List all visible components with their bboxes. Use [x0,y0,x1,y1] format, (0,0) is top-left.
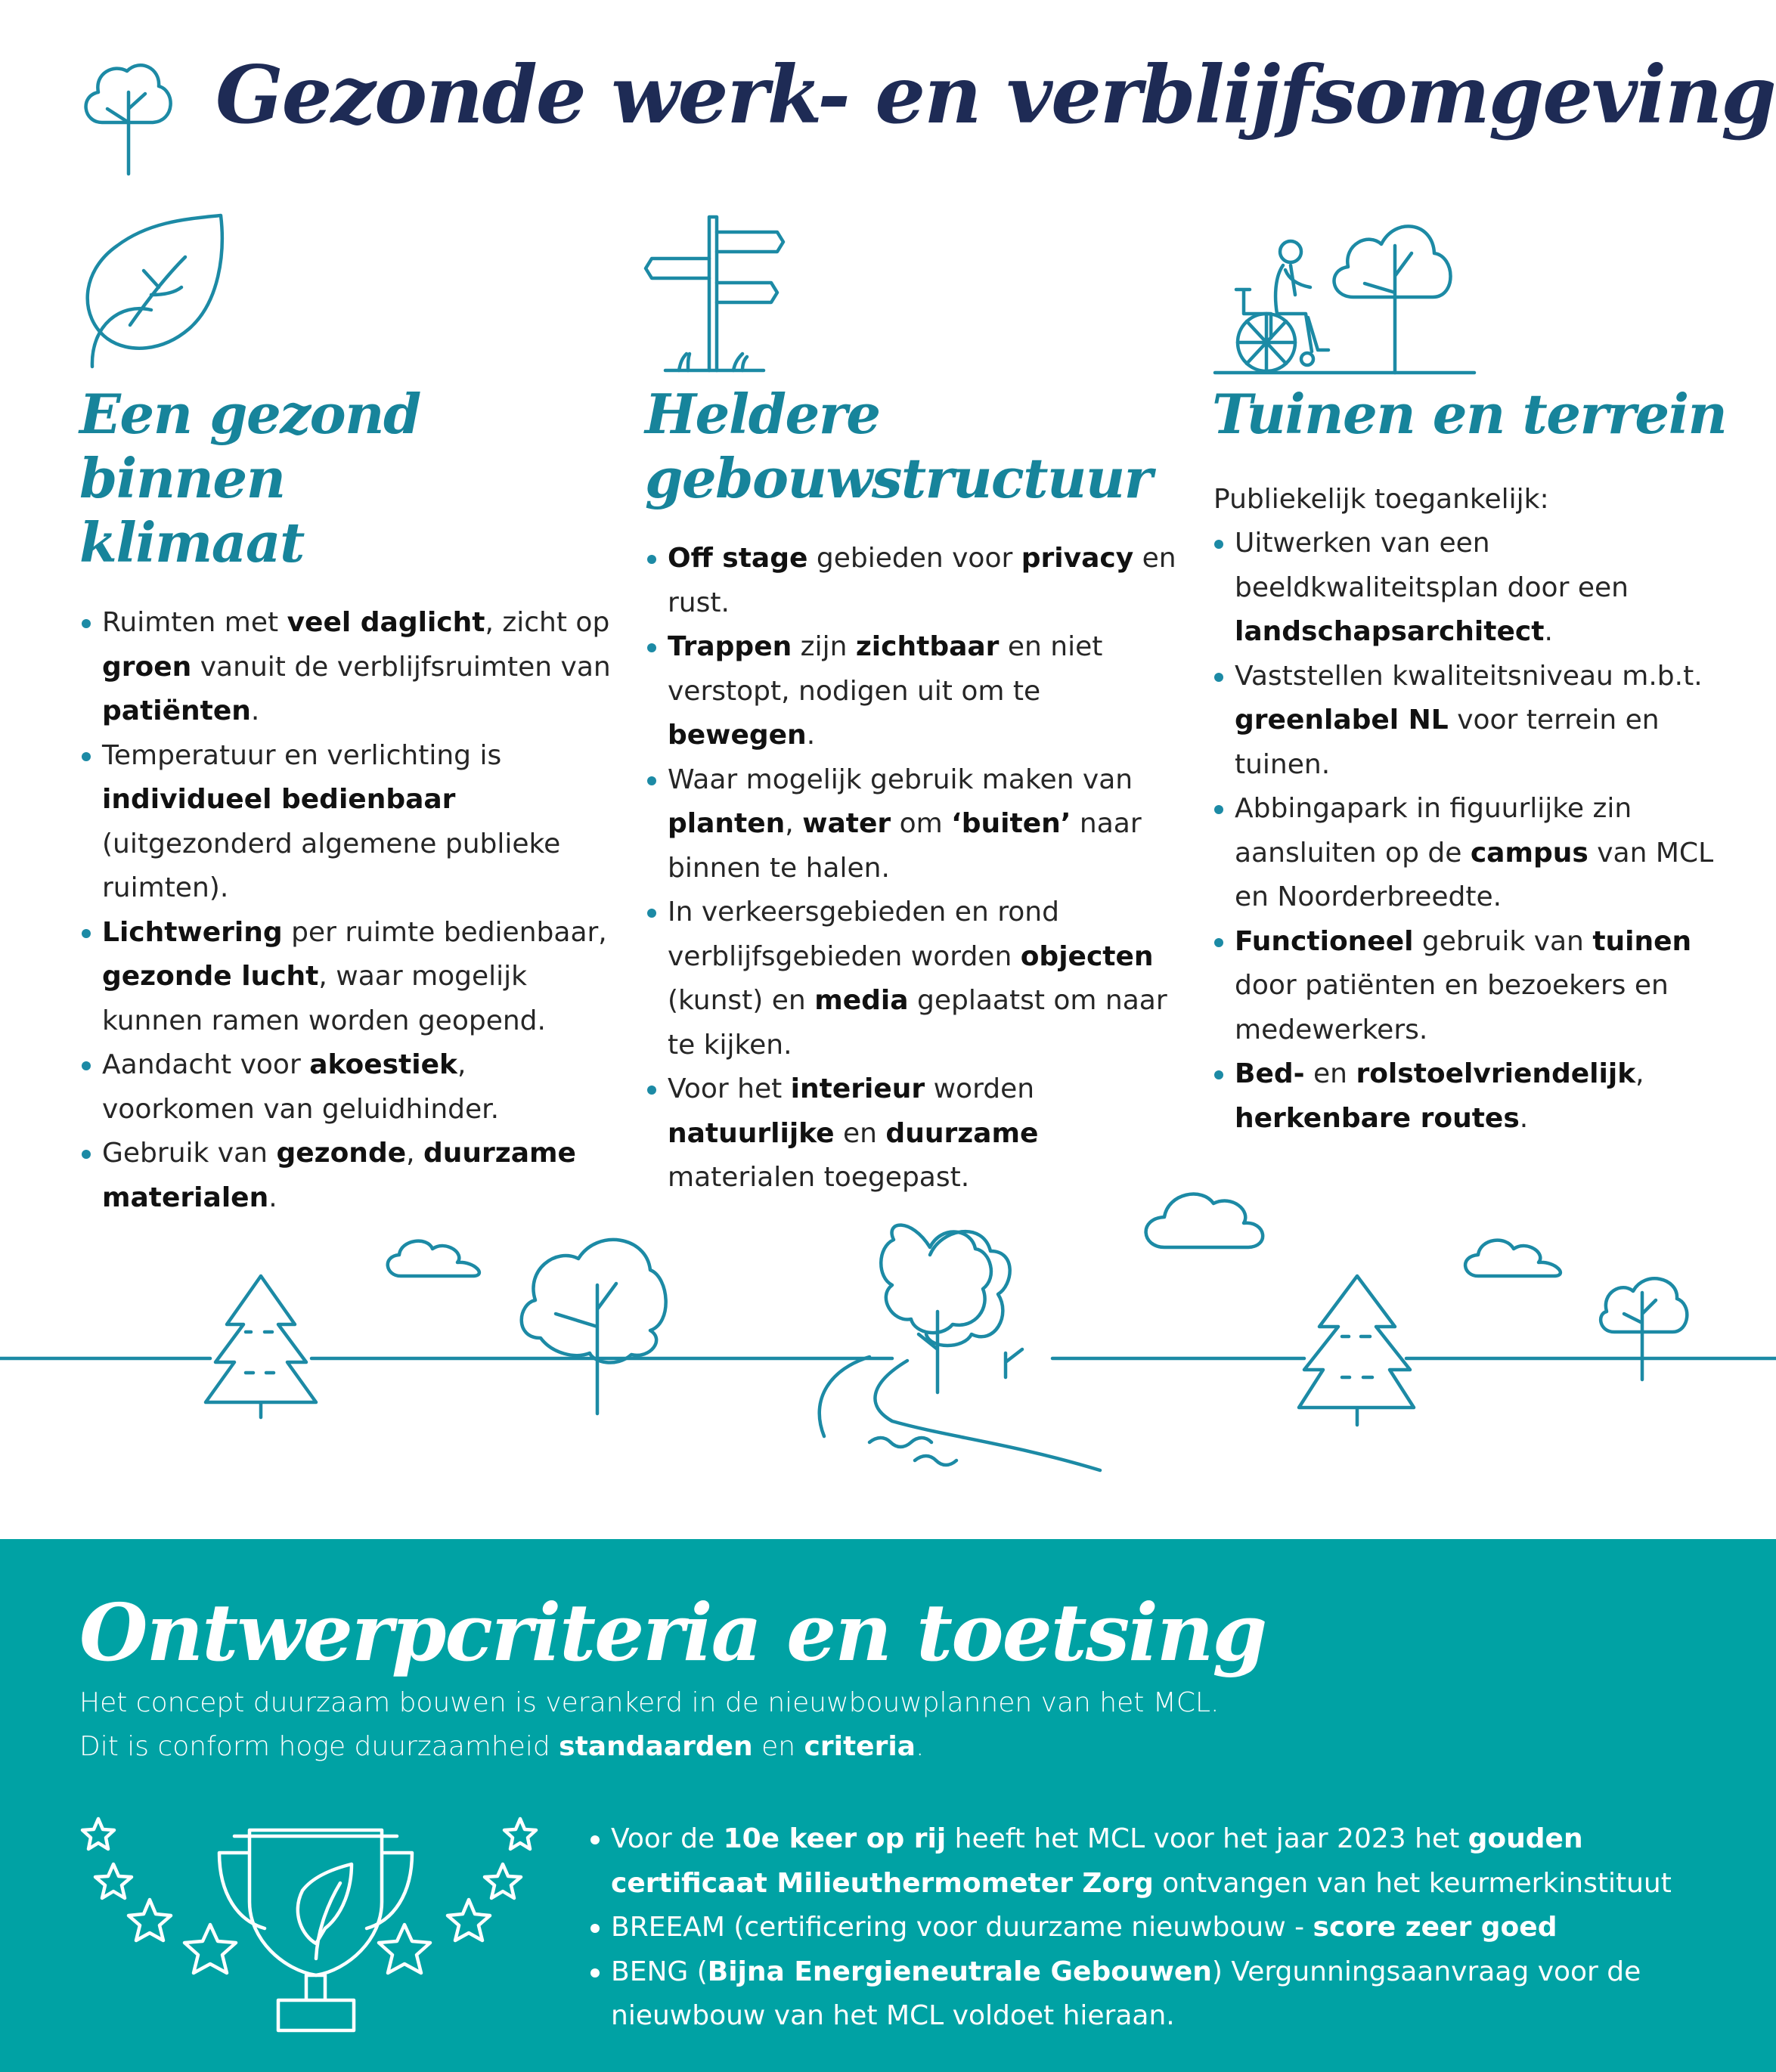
bold-text: criteria [804,1731,916,1762]
cloud-icon [1146,1194,1263,1247]
bold-text: herkenbare routes [1235,1102,1520,1134]
bold-text: privacy [1021,543,1134,574]
text-run: en [1304,1058,1356,1089]
list-item [79,601,624,734]
text-run: Uitwerken van een beeldkwaliteitsplan door een [1235,528,1629,603]
bold-text: natuurlijke [668,1117,835,1149]
tree-icon [522,1240,666,1363]
list-item [645,890,1189,1067]
list-item [79,734,624,911]
heading-line: gebouwstructuur [645,446,1152,510]
text-run: ontvangen van het keurmerkinstituut [1153,1867,1672,1899]
bold-text: veel daglicht [287,607,485,638]
column-heading [645,382,1189,510]
star-icon [129,1900,171,1940]
list-item [588,1950,1737,2039]
bold-text: planten [668,808,786,839]
text-run: heeft het MCL voor het jaar 2023 het [946,1823,1468,1854]
criteria-title: Ontwerpcriteria en toetsing [79,1586,1266,1679]
text-run: Gebruik van [102,1138,277,1169]
text-run: Ruimten met [102,607,287,638]
bold-text: Bijna Energieneutrale Gebouwen [707,1956,1212,1987]
text-run: . [915,1731,925,1762]
cloud-icon [388,1241,479,1276]
bold-text: Off stage [668,543,808,574]
list-item [588,1817,1737,1906]
column-gardens [1212,382,1741,1141]
text-run: worden [925,1073,1035,1104]
text-run: Voor de [611,1823,724,1854]
landscape-illustration [0,1164,1776,1482]
tree-icon [76,47,181,175]
column-heading [79,382,624,575]
column-healthy-climate [79,382,624,1220]
bullet-list [79,601,624,1220]
text-run: In verkeersgebieden en rond verblijfsgebieden worden [668,897,1059,972]
criteria-panel [0,1539,1776,2072]
list-item [1212,522,1741,655]
text-run: geplaatst om naar te kijken. [668,985,1167,1061]
text-run: materialen toegepast. [668,1162,970,1193]
bold-text: bewegen [668,720,807,751]
star-icon [504,1819,536,1849]
bold-text: Functioneel [1235,925,1414,957]
heading-line: Heldere [645,382,880,446]
star-icon [448,1900,490,1940]
text-run: zijn [792,631,856,662]
bold-text: 10e keer op rij [723,1823,947,1854]
bold-text: Bed- [1235,1058,1305,1089]
text-run: Aandacht voor [102,1049,310,1080]
bold-text: gezonde [276,1138,407,1169]
text-run: ) Vergunningsaanvraag voor de nieuwbouw van het MCL voldoet hieraan. [611,1956,1641,2031]
list-item [588,1906,1737,1950]
list-item [79,911,624,1044]
text-run: en niet verstopt, nodigen uit om te [668,631,1103,707]
text-run: BENG ( [611,1956,708,1987]
criteria-intro [79,1681,1220,1769]
text-run: , voorkomen van geluidhinder. [102,1049,500,1125]
bold-text: duurzame [885,1117,1039,1149]
list-item [1212,655,1741,788]
text-run: Voor het [668,1073,791,1104]
bold-text: individueel bedienbaar [102,784,456,815]
list-item [1212,1052,1741,1141]
text-run: Abbingapark in figuurlijke zin aansluiten op de [1235,793,1632,869]
text-run: BREEAM (certificering voor duurzame nieuwbouw - [611,1912,1313,1943]
bold-text: akoestiek [309,1049,457,1080]
text-run: om [891,808,952,839]
bold-text: gezonde lucht [102,961,319,992]
bold-text: ‘buiten’ [951,808,1071,839]
text-run: . [1519,1102,1529,1134]
text-run: (kunst) en [668,985,815,1016]
bold-text: campus [1470,837,1588,869]
bold-text: patiënten [102,695,251,726]
list-item [645,625,1189,758]
text-run: , [1635,1058,1644,1089]
signpost-icon [643,213,786,372]
text-run: vanuit de verblijfsruimten van [191,651,611,683]
text-run: , waar mogelijk kunnen ramen worden geopend. [102,961,546,1036]
text-run: Dit is conform hoge duurzaamheid [79,1731,559,1762]
heading-line: klimaat [79,510,304,575]
bold-text: gouden certificaat Milieuthermometer Zorg [611,1823,1583,1899]
bold-text: zichtbaar [855,631,1000,662]
heading-line: Een gezond binnen [79,382,420,510]
bold-text: greenlabel NL [1235,705,1449,736]
star-icon [184,1925,236,1973]
text-run: . [250,695,260,726]
text-run: . [1544,616,1553,647]
bold-text: interieur [790,1073,925,1104]
text-run: , zicht op [485,607,610,638]
list-item [1212,787,1741,920]
text-run: naar binnen te halen. [668,808,1142,884]
bold-text: groen [102,651,192,683]
bold-text: standaarden [559,1731,753,1762]
star-icon [485,1864,521,1898]
text-run: gebruik van [1413,925,1593,957]
bold-text: Lichtwering [102,916,283,948]
column-heading [1212,382,1741,446]
star-icon [379,1925,430,1973]
pine-tree-icon [206,1276,316,1417]
cloud-icon [1465,1240,1561,1276]
text-run: , [785,808,803,839]
list-item [645,537,1189,625]
bold-text: media [814,985,909,1016]
text-run: van MCL en Noorderbreedte. [1235,837,1714,912]
text-run: per ruimte bedienbaar, [282,916,607,948]
text-run: . [806,720,816,751]
page-title: Gezonde werk- en verblijfsomgeving [215,48,1775,141]
text-run: en [834,1117,886,1149]
bullet-list [1212,522,1741,1141]
bold-text: objecten [1020,940,1154,972]
tree-icon [1601,1278,1687,1380]
star-icon [95,1864,132,1898]
wheelchair-tree-icon [1213,200,1478,374]
bold-text: score zeer goed [1313,1912,1557,1943]
bold-text: landschapsarchitect [1235,616,1545,647]
trophy-stars-icon [76,1815,544,2042]
text-run: , [406,1138,424,1169]
text-run: gebieden voor [807,543,1021,574]
river-icon [820,1357,1100,1470]
double-tree-icon [926,1231,1022,1377]
bold-text: duurzame materialen [102,1138,576,1213]
text-run: door patiënten en bezoekers en medewerkers. [1235,970,1669,1045]
star-icon [82,1819,114,1849]
bold-text: rolstoelvriendelijk [1356,1058,1636,1089]
list-item [79,1043,624,1132]
column-intro: Publiekelijk toegankelijk: [1213,484,1549,515]
text-run: en [752,1731,804,1762]
text-run: (uitgezonderd algemene publieke ruimten). [102,828,561,903]
text-run: en rust. [668,543,1176,618]
criteria-bullet-list [588,1817,1737,2039]
text-run: Waar mogelijk gebruik maken van [668,763,1133,795]
text-run: Temperatuur en verlichting is [102,739,502,771]
heading-line: Tuinen en terrein [1212,382,1727,446]
intro-line [79,1725,1220,1769]
text-run: Vaststellen kwaliteitsniveau m.b.t. [1235,660,1703,692]
bullet-list [645,537,1189,1200]
text-run: voor terrein en tuinen. [1235,705,1660,780]
list-item [1212,920,1741,1053]
list-item [645,758,1189,891]
column-building-structure [645,382,1189,1200]
intro-line: Het concept duurzaam bouwen is verankerd in de nieuwbouwplannen van het MCL. [79,1687,1220,1718]
leaf-icon [76,212,227,370]
bold-text: tuinen [1592,925,1692,957]
pine-tree-icon [1299,1276,1414,1425]
bold-text: water [802,808,891,839]
text-run: . [268,1182,277,1213]
bold-text: Trappen [668,631,792,662]
